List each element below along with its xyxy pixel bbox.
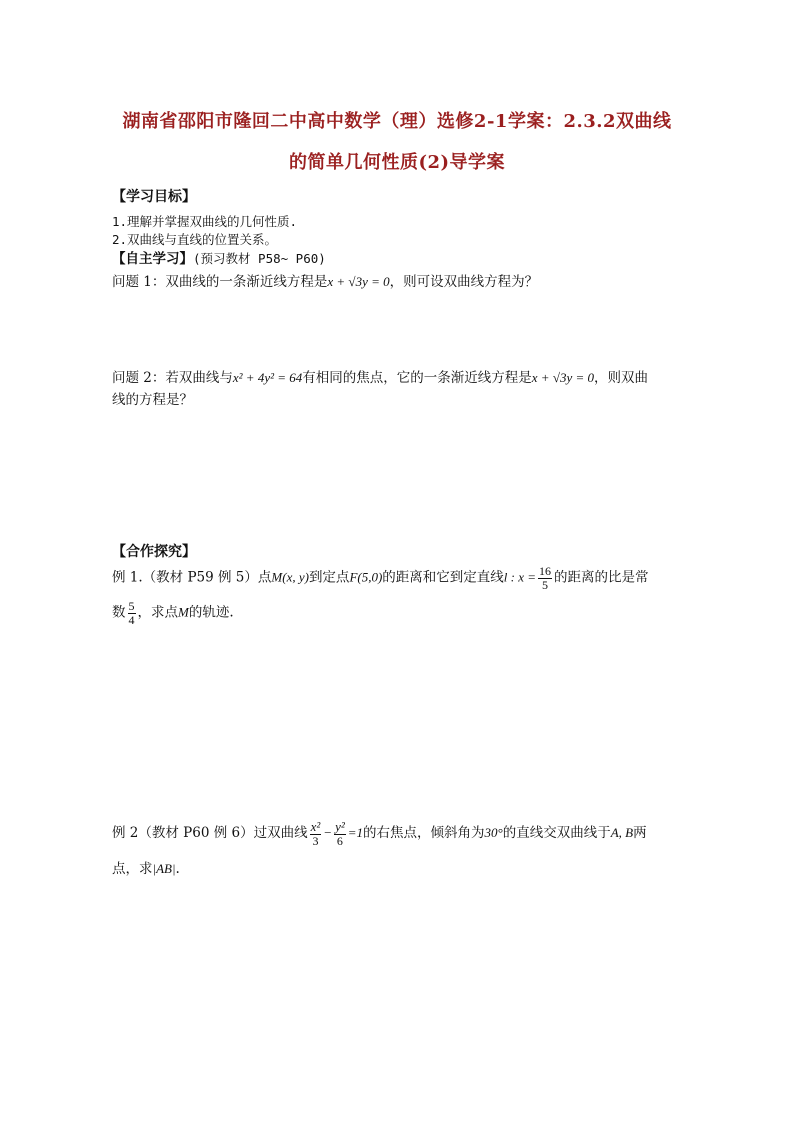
ex1-mid1: 到定点 bbox=[308, 569, 350, 586]
ex1-line2-prefix: 数 bbox=[112, 604, 126, 621]
question-1 bbox=[112, 270, 538, 290]
ex2-prefix: 例 2（教材 P60 例 6）过双曲线 bbox=[112, 825, 308, 842]
question-2-line-1 bbox=[112, 366, 648, 386]
question-2-line-2: 线的方程是？ bbox=[112, 392, 193, 408]
ex1-c-num: 5 bbox=[128, 599, 135, 613]
ex1-mid2: 的距离和它到定直线 bbox=[382, 569, 504, 586]
self-study-heading: 【自主学习】 bbox=[112, 251, 193, 267]
ex1-line-l: l : x = bbox=[503, 569, 537, 585]
ex2-line2-prefix: 点，求 bbox=[112, 861, 153, 877]
goal-item-2: 2.双曲线与直线的位置关系。 bbox=[112, 232, 278, 247]
example-1-line-2 bbox=[112, 600, 234, 626]
ex2-mid2: 的直线交双曲线于 bbox=[502, 825, 611, 842]
self-study-note: (预习教材 P58~ P60) bbox=[193, 251, 326, 266]
ex2-fraction-y bbox=[334, 820, 346, 847]
ex1-frac-den: 5 bbox=[542, 577, 549, 592]
q2-prefix: 问题 2：若双曲线与 bbox=[112, 370, 233, 386]
ex2-minus: − bbox=[323, 825, 333, 841]
q2-ellipse-equation: x² + 4y² = 64 bbox=[232, 370, 303, 385]
coop-heading: 【合作探究】 bbox=[112, 544, 196, 560]
ex2-mid: 的右焦点，倾斜角为 bbox=[363, 825, 485, 842]
ex2-y-den: 6 bbox=[336, 833, 343, 848]
q2-mid: 有相同的焦点，它的一条渐近线方程是 bbox=[302, 370, 532, 386]
ex2-x-num: x² bbox=[310, 819, 321, 834]
ex2-abs-ab: |AB| bbox=[152, 861, 176, 876]
ex1-point-m: M(x, y) bbox=[271, 569, 309, 585]
ex2-fraction-x bbox=[310, 820, 322, 847]
ex2-suffix: 两 bbox=[633, 825, 647, 842]
q2-suffix: ，则双曲 bbox=[594, 370, 649, 386]
example-2-line-1 bbox=[112, 820, 647, 847]
ex2-angle: 30° bbox=[484, 825, 503, 841]
example-1-line-1 bbox=[112, 565, 649, 591]
q2-asymptote-equation: x + √3y = 0 bbox=[531, 370, 595, 385]
ex2-points-ab: A, B bbox=[610, 825, 634, 841]
ex2-x-den: 3 bbox=[312, 833, 319, 848]
ex1-mid3: 的距离的比是常 bbox=[554, 569, 649, 586]
ex1-c-den: 4 bbox=[128, 612, 135, 627]
goals-heading: 【学习目标】 bbox=[112, 189, 196, 205]
ex2-line2-suffix: . bbox=[175, 861, 180, 877]
ex2-eq-one: =1 bbox=[347, 825, 364, 841]
ex1-prefix: 例 1.（教材 P59 例 5）点 bbox=[112, 569, 272, 586]
example-2-line-2 bbox=[112, 857, 180, 877]
ex1-fraction-5-4 bbox=[128, 600, 136, 626]
q1-equation: x + √3y = 0 bbox=[327, 274, 390, 289]
ex1-line2-suffix: 的轨迹. bbox=[188, 604, 234, 621]
self-study-line bbox=[112, 247, 326, 267]
ex1-line2-mid: ，求点 bbox=[137, 604, 178, 621]
title-line-2: 的简单几何性质(2)导学案 bbox=[288, 152, 506, 173]
ex1-point-f: F(5,0) bbox=[349, 569, 383, 585]
ex2-y-num: y² bbox=[335, 819, 345, 834]
q1-prefix: 问题 1：双曲线的一条渐近线方程是 bbox=[112, 274, 328, 290]
ex1-m: M bbox=[178, 604, 189, 620]
q1-suffix: ，则可设双曲线方程为？ bbox=[389, 274, 539, 290]
ex1-frac-num: 16 bbox=[539, 564, 552, 578]
title-line-1: 湖南省邵阳市隆回二中高中数学（理）选修2-1学案：2.3.2双曲线 bbox=[122, 111, 672, 132]
goal-item-1: 1.理解并掌握双曲线的几何性质. bbox=[112, 214, 298, 229]
ex1-fraction-16-5 bbox=[538, 565, 552, 591]
